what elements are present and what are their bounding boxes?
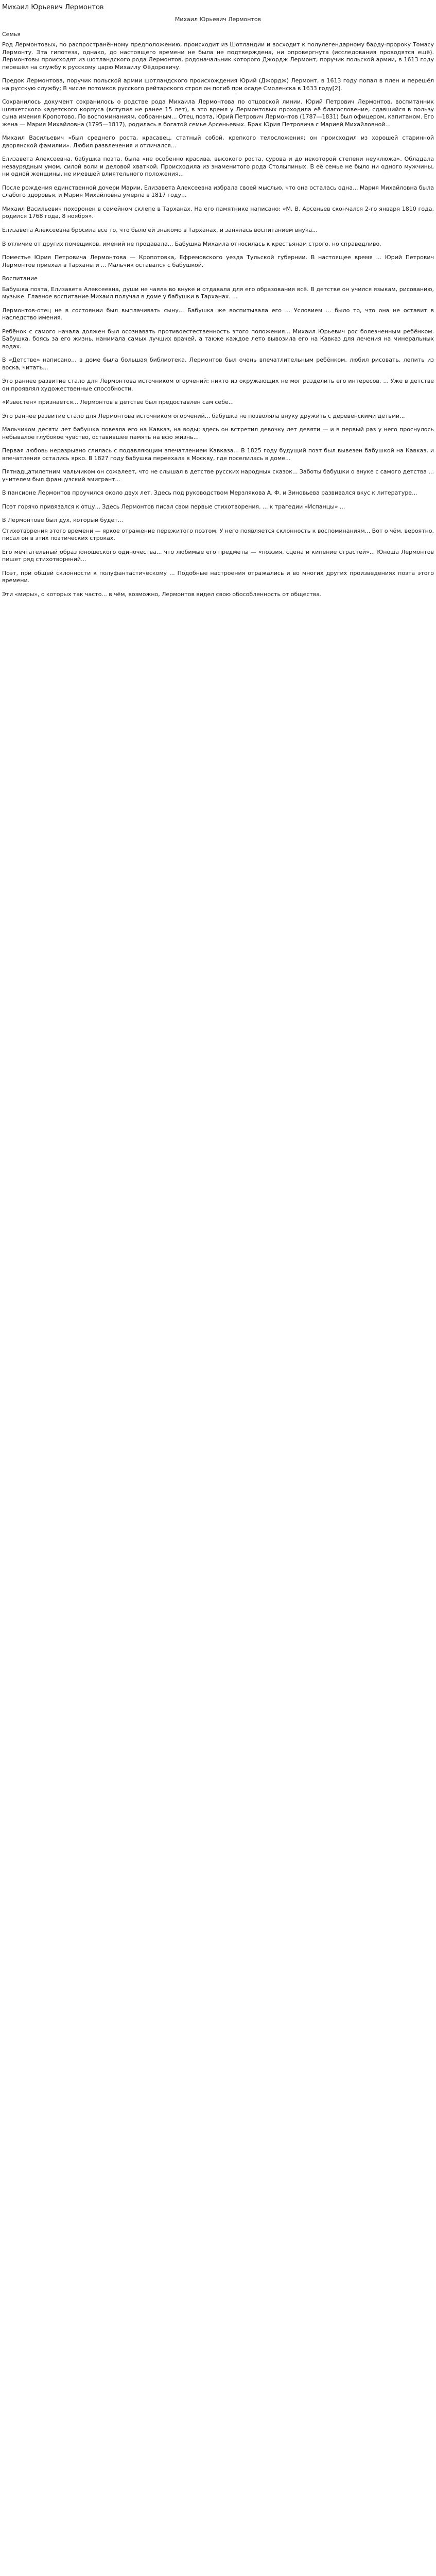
article-paragraph: Ребёнок с самого начала должен был осознавать противоестественность этого положения... Михаил Юрьевич рос болезненным ребёнком. Бабушка, боясь за его жизнь, нанимала самых лучших врачей, а также каждое лето вывозила его на Кавказ для лечения на минеральных водах. [2, 328, 434, 350]
article-paragraph: После рождения единственной дочери Марии, Елизавета Алексеевна избрала своей мыслью, что она осталась одна... Мария Михайловна была слабого здоровья, и Мария Михайловна умерла в 1817 году... [2, 184, 434, 199]
article-paragraph: Семья [2, 30, 21, 38]
article-paragraph: Воспитание [2, 275, 38, 282]
article-paragraph: Поэт горячо привязался к отцу... Здесь Лермонтов писал свои первые стихотворения. ... к трагедии «Испанцы» ... [2, 503, 345, 510]
article-paragraph: Это раннее развитие стало для Лермонтова источником огорчений... бабушка не позволяла внуку дружить с деревенскими детьми... [2, 412, 405, 419]
article-paragraph: Это раннее развитие стало для Лермонтова источником огорчений: никто из окружающих не мог разделить его интересов, ... Уже в детстве он проявлял художественные способности. [2, 378, 434, 392]
page-title: Михаил Юрьевич Лермонтов [2, 4, 104, 11]
article-paragraph: Его мечтательный образ юношеского одиночества... что любимые его предметы — «поэзия, сцена и кипение страстей»... Юноша Лермонтов пишет ряд стихотворений... [2, 548, 434, 563]
article-paragraph: Поместье Юрия Петровича Лермонтова — Кропотовка, Ефремовского уезда Тульской губернии. В настоящее время ... Юрий Петрович Лермонтов приехал в Тарханы и ... Мальчик оставался с бабушкой. [2, 254, 434, 268]
article-paragraph: Михаил Васильевич «был среднего роста, красавец, статный собой, крепкого телосложения; он происходил из хорошей старинной дворянской фамилии». Любил развлечения и отличался... [2, 134, 434, 149]
article-paragraph: Елизавета Алексеевна бросила всё то, что было ей знакомо в Тарханах, и занялась воспитанием внука... [2, 226, 318, 233]
article-paragraph: Лермонтов-отец не в состоянии был выплачивать сыну... Бабушка же воспитывала его ... Условием ... было то, что она не оставит в наследство имения. [2, 307, 434, 321]
article-paragraph: Михаил Васильевич похоронен в семейном склепе в Тарханах. На его памятнике написано: «М. В. Арсеньев скончался 2-го января 1810 года, родился 1768 года, 8 ноября». [2, 205, 434, 220]
article-paragraph: Бабушка поэта, Елизавета Алексеевна, души не чаяла во внуке и отдавала для его образования всё. В детстве он учился языкам, рисованию, музыке. Главное воспитание Михаил получал в доме у бабушки в Тарханах. ... [2, 285, 434, 300]
article-paragraph: В Лермонтове был дух, который будет... [2, 517, 124, 524]
article-subtitle: Михаил Юрьевич Лермонтов [175, 16, 261, 23]
article-paragraph: Эти «миры», о которых так часто... в чём, возможно, Лермонтов видел свою обособленность от общества. [2, 591, 322, 598]
article-paragraph: Елизавета Алексеевна, бабушка поэта, была «не особенно красива, высокого роста, сурова и до некоторой степени неуклюжа». Обладала незаурядным умом, силой воли и деловой хваткой. Происходила из знаменитого рода Столыпиных. В её семье не было ни одного мужчины, ни одной женщины, не имевшей влиятельного положения... [2, 156, 434, 178]
article-paragraph: Предок Лермонтова, поручик польской армии шотландского происхождения Юрий (Джордж) Лермонт, в 1613 году попал в плен и перешёл на русскую службу; В числе потомков русского рейтарского строя он погиб при осаде Смоленска в 1633 году[2]. [2, 77, 434, 92]
page [0, 0, 436, 615]
article-paragraph: «Известен» признаётся... Лермонтов в детстве был предоставлен сам себе... [2, 399, 234, 406]
article-paragraph: Сохранилось документ сохранилось о родстве рода Михаила Лермонтова по отцовской линии. Юрий Петрович Лермонтов, воспитанник шляхетского кадетского корпуса (вступил не ранее 15 лет), в это время у Лермонтовых проходила её благословение, сдавшийся в пользу сына имения Кропотово. По воспоминаниям, собранным... Отец поэта, Юрий Петрович Лермонтов (1787—1831) был офицером, капитаном. Его жена — Мария Михайловна (1795—1817), родилась в богатой семье Арсеньевых. Брак Юрия Петровича с Марией Михайловной... [2, 98, 434, 128]
article-paragraph: В «Детстве» написано... в доме была большая библиотека. Лермонтов был очень впечатлительным ребёнком, любил рисовать, лепить из воска, читать... [2, 357, 434, 371]
article-paragraph: Мальчиком десяти лет бабушка повезла его на Кавказ, на воды; здесь он встретил девочку лет девяти — и в первый раз у него проснулось небывалое глубокое чувство, оставившее память на всю жизнь... [2, 426, 434, 440]
article-paragraph: Первая любовь неразрывно слилась с подавляющим впечатлением Кавказа... В 1825 году будущий поэт был вывезен бабушкой на Кавказ, и впечатления остались ярко. В 1827 году бабушка переехала в Москву, где поселилась в доме... [2, 447, 434, 462]
article-paragraph: В пансионе Лермонтов проучился около двух лет. Здесь под руководством Мерзлякова А. Ф. и Зиновьева развивался вкус к литературе... [2, 489, 417, 497]
article-paragraph: Поэт, при общей склонности к полуфантастическому ... Подобные настроения отражались и во многих других произведениях поэта этого времени. [2, 569, 434, 584]
article-body [2, 31, 434, 599]
article-paragraph: Стихотворения этого времени — яркое отражение пережитого поэтом. У него появляется склонность к воспоминаниям... Вот о чём, вероятно, писал он в этих поэтических строках. [2, 527, 434, 542]
article-paragraph: Род Лермонтовых, по распространённому предположению, происходит из Шотландии и восходит к полулегендарному барду-пророку Томасу Лермонту. Эта гипотеза, однако, до настоящего времени не была не подтверждена, ни опровергнута (исследования проводятся ещё). Лермонтовы происходят из шотландского рода Лермонтов, родоначальник которого Джордж Лермонт, поручик польской армии, в 1613 году перешёл на службу к русскому царю Михаилу Фёдоровичу. [2, 41, 434, 71]
article-paragraph: Пятнадцатилетним мальчиком он сожалеет, что не слышал в детстве русских народных сказок... Заботы бабушки о внуке с самого детства ... учителем был французский эмигрант... [2, 468, 434, 483]
article-paragraph: В отличие от других помещиков, имений не продавала... Бабушка Михаила относилась к крестьянам строго, но справедливо. [2, 240, 381, 247]
